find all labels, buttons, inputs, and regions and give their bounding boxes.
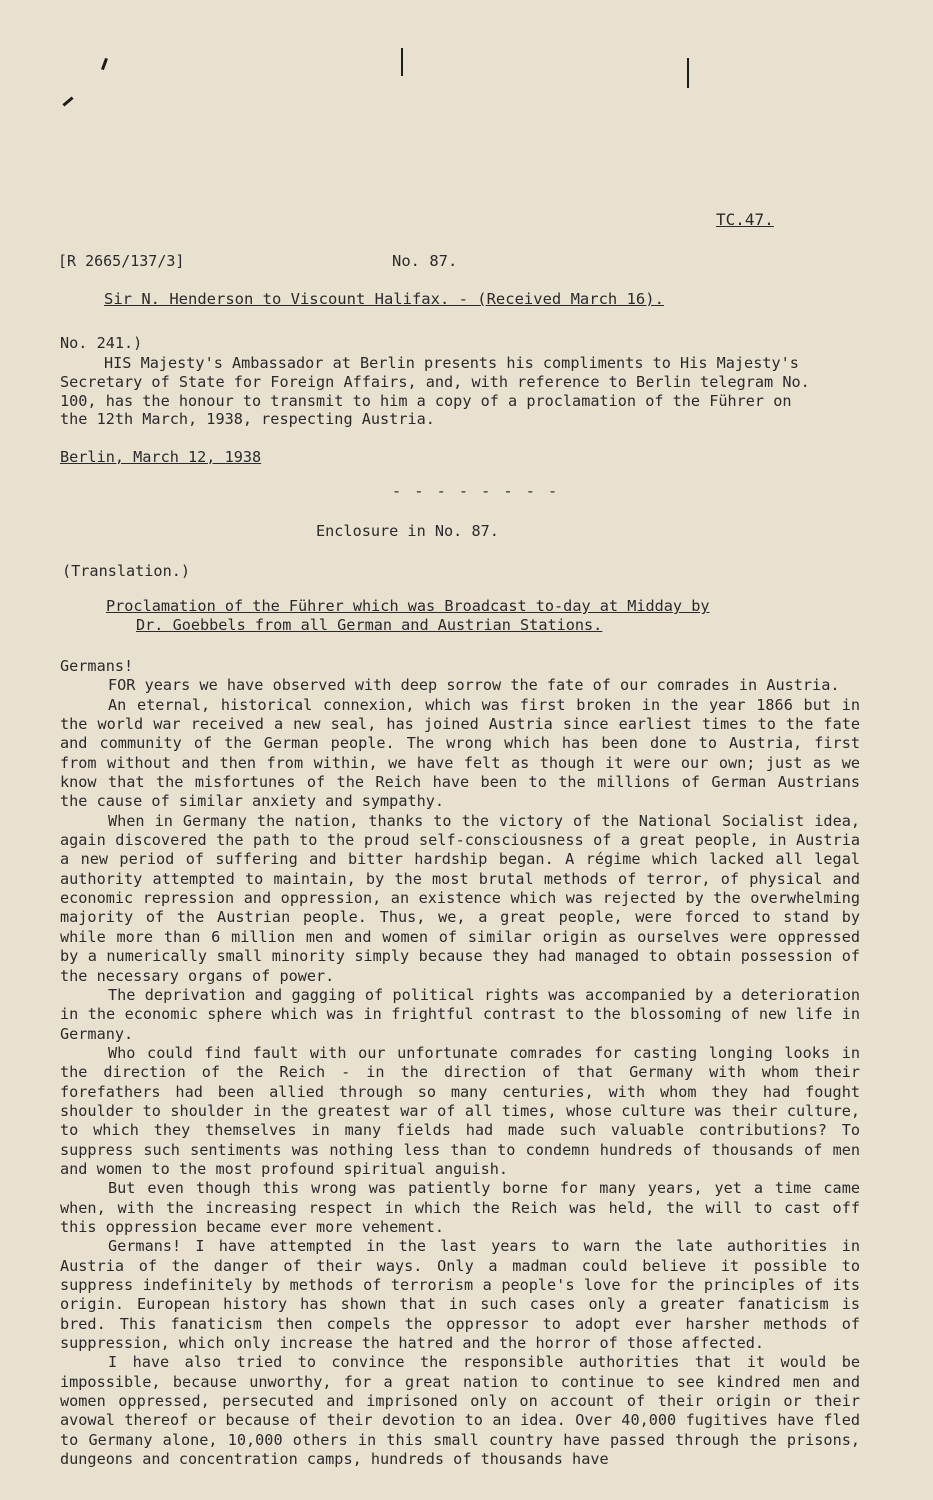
- file-ref: R 2665/137/3: [67, 252, 176, 270]
- page-code: TC.47.: [716, 210, 774, 229]
- paragraph: FOR years we have observed with deep sorrow the fate of our comrades in Austria.: [108, 676, 840, 695]
- translation-note: (Translation.): [62, 562, 191, 580]
- intro-line: Secretary of State for Foreign Affairs, and, with reference to Berlin telegram No.: [60, 373, 810, 391]
- paragraph: I have also tried to convince the responsible authorities that it would be impossible, because unworthy, for a great nation to continue to see kindred men and women oppressed, persecuted and imprisoned only on account of their origin or their avowal thereof or because of their devotion to an idea. Over 40,000 fugitives have fled to Germany alone, 10,000 others in this small country have passed through the prisons, dungeons and concentration camps, hundreds of thousands have: [60, 1353, 860, 1469]
- place-date: Berlin, March 12, 1938: [60, 448, 262, 466]
- paragraph: The deprivation and gagging of political rights was accompanied by a deterioration in the economic sphere which was in frightful contrast to the blossoming of new life in Germany.: [60, 985, 860, 1043]
- intro-line: HIS Majesty's Ambassador at Berlin presents his compliments to His Majesty's: [104, 354, 799, 372]
- file-reference: [58, 252, 184, 270]
- paragraph: Germans! I have attempted in the last years to warn the late authorities in Austria of the danger of their ways. Only a madman could believe it possible to suppress indefinitely by methods of terrorism a people's love for the principles of its origin. European history has shown that in such cases only a greater fanaticism is bred. This fanaticism then compels the oppressor to adopt ever harsher methods of suppression, which only increase the hatred and the horror of those affected.: [60, 1237, 860, 1353]
- proclamation-title-line-2: Dr. Goebbels from all German and Austrian Stations.: [136, 616, 603, 634]
- paragraph: But even though this wrong was patiently borne for many years, yet a time came when, with the increasing respect in which the Reich was held, the will to cast off this oppression became ever more vehement.: [60, 1179, 860, 1236]
- pencil-mark: [401, 48, 403, 76]
- intro-line: the 12th March, 1938, respecting Austria.: [60, 410, 435, 428]
- paragraph: When in Germany the nation, thanks to the victory of the National Socialist idea, again discovered the path to the proud self-consciousness of a great people, in Austria a new period of suffering and bitter hardship began. A régime which lacked all legal authority attempted to maintain, by the most brutal methods of terror, of physical and economic repression and oppression, an existence which was rejected by the overwhelming majority of the Austrian people. Thus, we, a great people, were forced to stand by while more than 6 million men and women of similar origin as ourselves were oppressed by a numerically small minority simply because they had managed to obtain possession of the necessary organs of power.: [60, 811, 860, 985]
- pencil-mark: [101, 58, 108, 70]
- intro-line: 100, has the honour to transmit to him a copy of a proclamation of the Führer on: [60, 392, 792, 410]
- separator: - - - - - - - -: [392, 482, 560, 500]
- ref-open-bracket: [: [58, 252, 68, 270]
- salutation: Germans!: [60, 657, 134, 675]
- pencil-mark: [62, 96, 73, 106]
- paragraph: Who could find fault with our unfortunate comrades for casting longing looks in the direction of the Reich - in the direction of that Germany with whom their forefathers had been allied through so many centuries, with whom they had fought shoulder to shoulder in the greatest war of all times, whose culture was their culture, to which they themselves in many fields had made such valuable contributions? To suppress such sentiments was nothing less than to condemn hundreds of thousands of men and women to the most profound spiritual anguish.: [60, 1043, 860, 1178]
- proclamation-title-line-1: Proclamation of the Führer which was Broadcast to-day at Midday by: [106, 597, 710, 615]
- document-number: No. 87.: [392, 252, 458, 270]
- ref-close-bracket: ]: [175, 252, 185, 270]
- enclosure-heading: Enclosure in No. 87.: [316, 522, 499, 540]
- paragraph: An eternal, historical connexion, which was first broken in the year 1866 but in the world war received a new seal, has joined Austria since earliest times to the fate and community of the German people. The wrong which has been done to Austria, first from without and then from within, we have felt as though it were our own; just as we know that the misfortunes of the Reich have been to the millions of German Austrians the cause of similar anxiety and sympathy.: [60, 695, 860, 811]
- pencil-mark: [687, 58, 689, 88]
- despatch-heading: Sir N. Henderson to Viscount Halifax. - (Received March 16).: [104, 290, 664, 308]
- proclamation-body: [60, 657, 860, 1469]
- despatch-number: No. 241.): [60, 334, 143, 352]
